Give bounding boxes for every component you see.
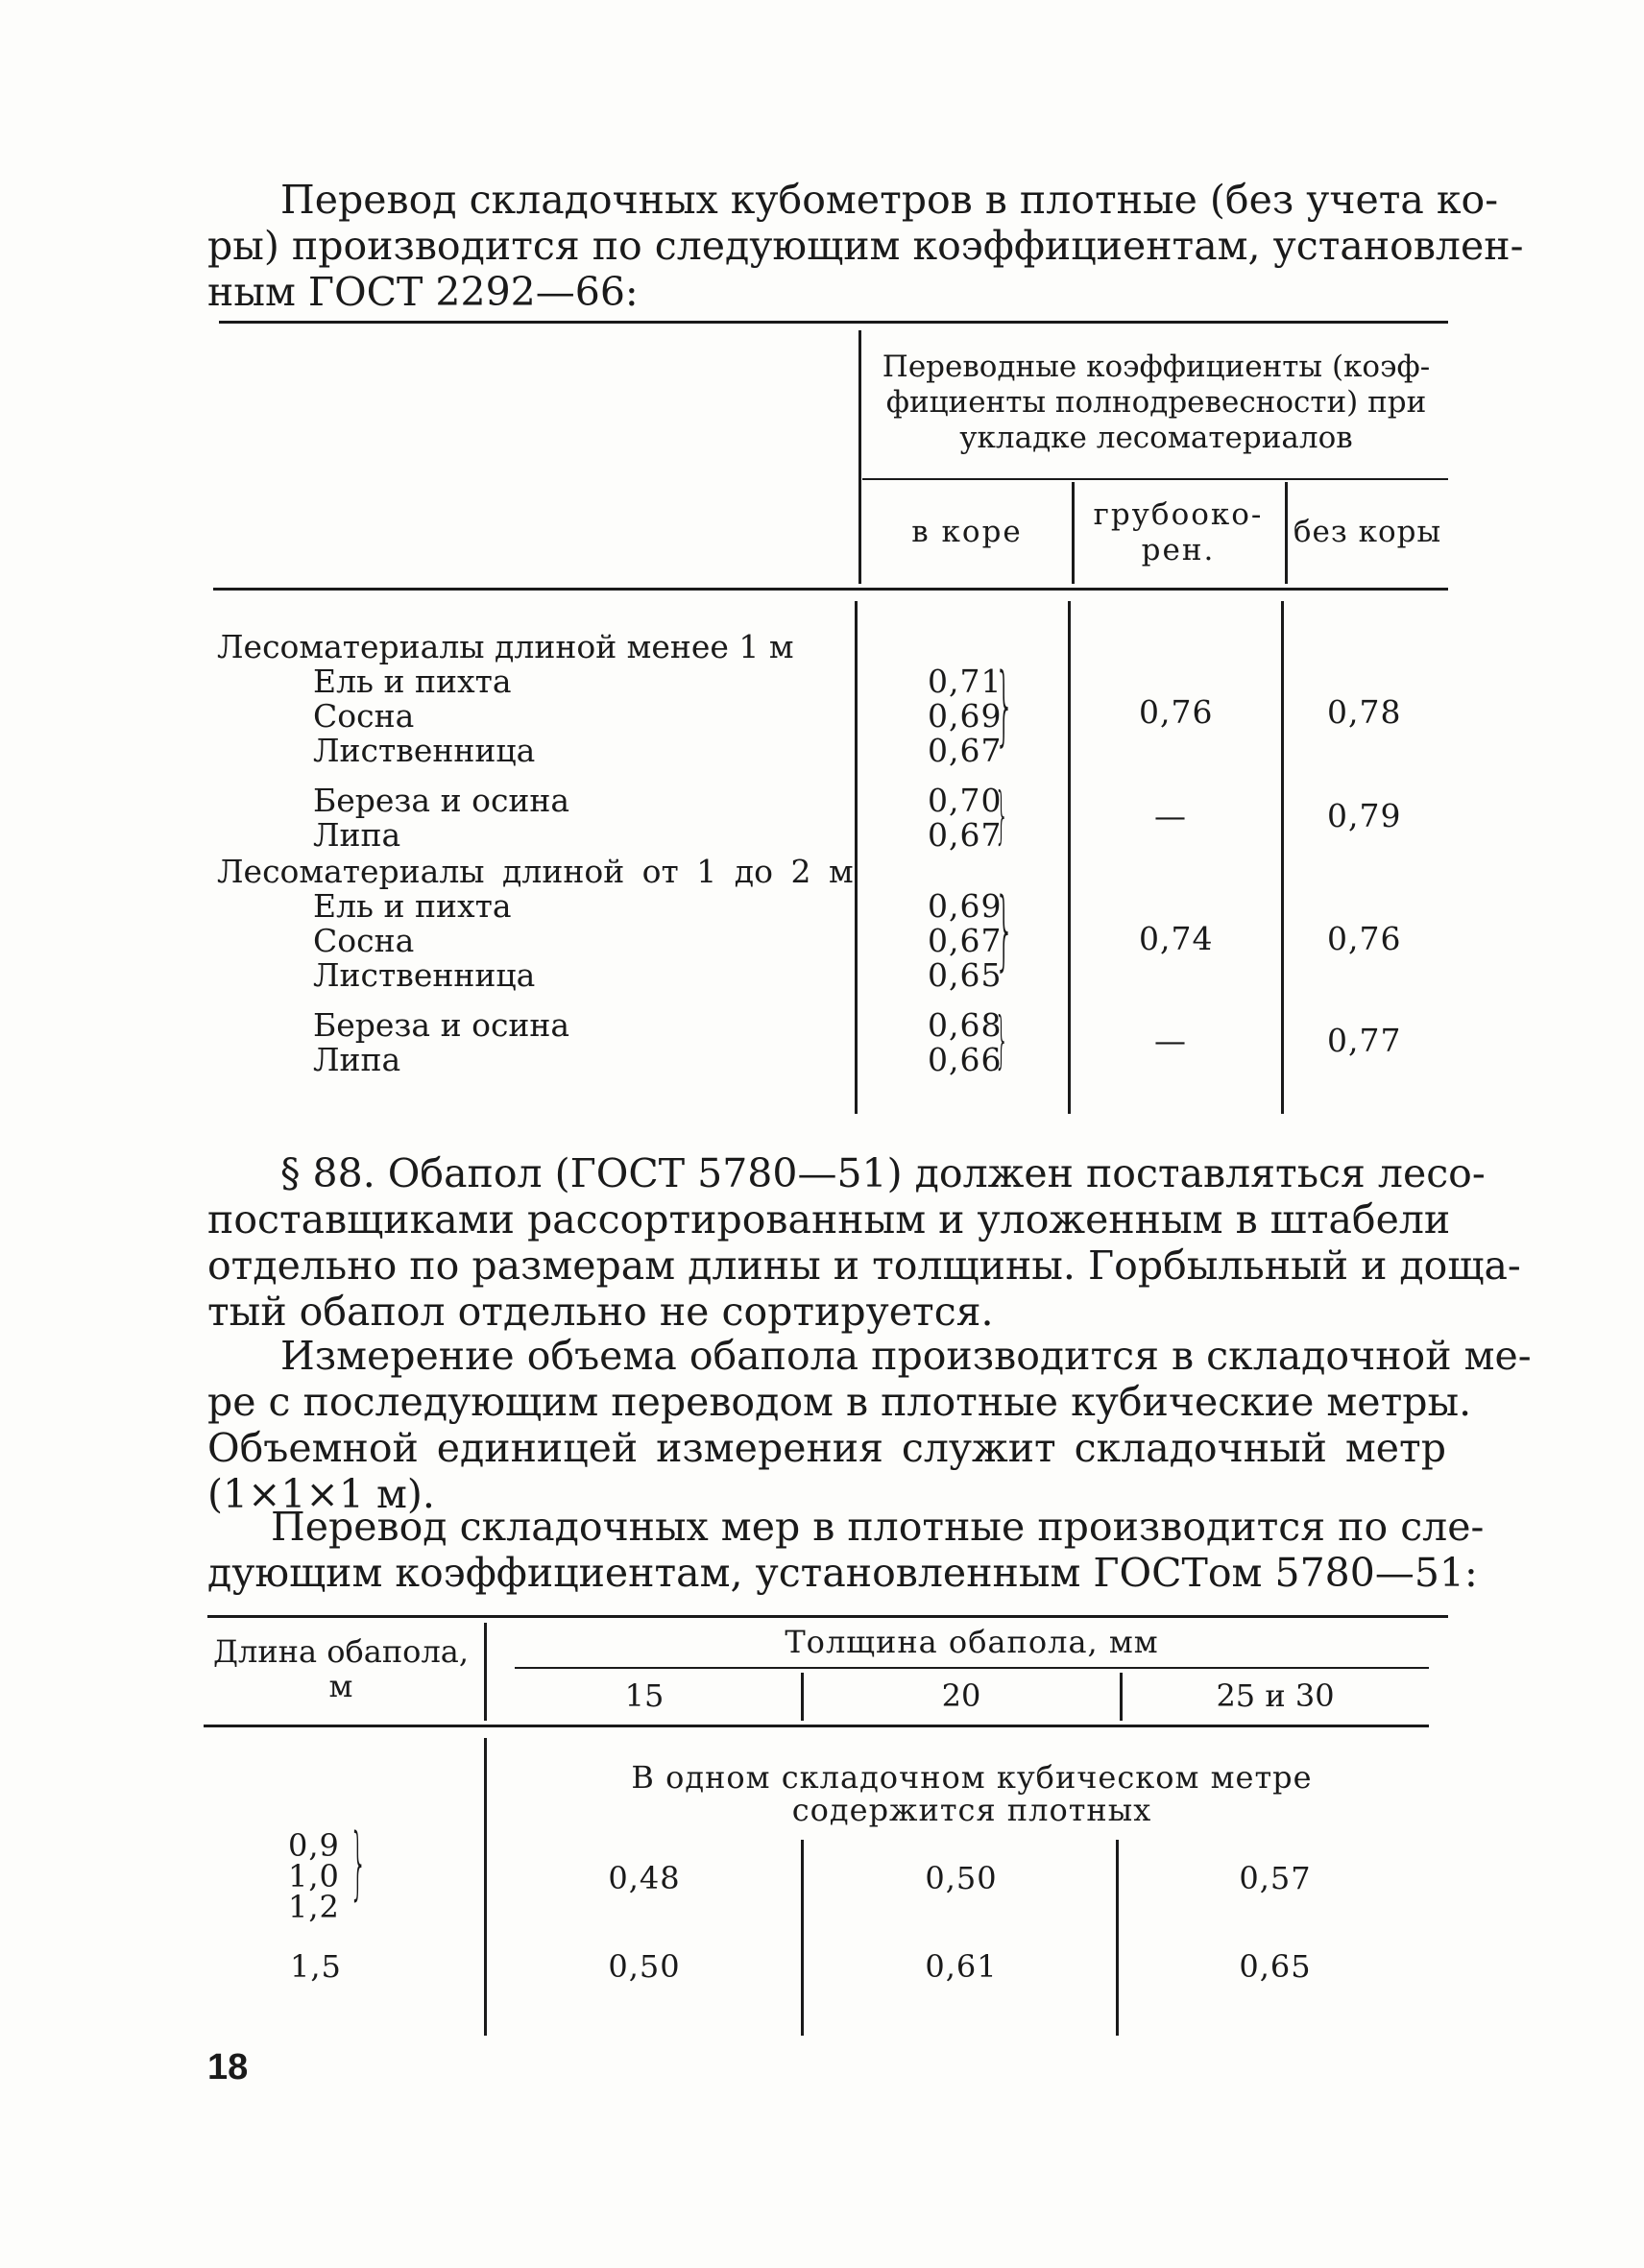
brace-icon: } — [995, 655, 1015, 756]
section-88-line: поставщиками рассортированным и уложенным в штабели — [207, 1196, 1451, 1243]
table-cell: 0,61 — [925, 1948, 998, 1985]
brace-icon: } — [995, 781, 1009, 852]
rough-value: — — [1154, 797, 1187, 834]
table-rule — [862, 478, 1448, 480]
intro-line: Перевод складочных кубометров в плотные (без учета ко- — [280, 177, 1499, 223]
intro-paragraph — [207, 177, 1524, 315]
column-header-rough: грубооко- рен. — [1093, 497, 1264, 567]
measurement-line: (1×1×1 м). — [207, 1471, 435, 1517]
bark-values: 0,68 0,66 — [928, 1006, 1003, 1078]
species-list: Ель и пихта Сосна Лиственница — [313, 887, 536, 994]
page-number: 18 — [207, 2047, 249, 2087]
rough-value: — — [1154, 1022, 1187, 1059]
table-cell: 0,57 — [1239, 1860, 1312, 1896]
species-list: Береза и осина Липа — [313, 782, 570, 854]
brace-icon: } — [995, 1005, 1009, 1076]
table-cell: 0,50 — [608, 1948, 681, 1985]
nobark-value: 0,79 — [1327, 797, 1402, 834]
table-rule — [219, 321, 1448, 324]
brace-icon: } — [350, 1818, 368, 1909]
bark-values: 0,70 0,67 — [928, 782, 1003, 854]
table-divider — [1068, 601, 1071, 1114]
length-values: 0,9 1,0 1,2 — [288, 1827, 340, 1925]
rough-value: 0,76 — [1139, 693, 1214, 731]
table-cell: 0,65 — [1239, 1948, 1312, 1985]
table-rule — [204, 1725, 1429, 1727]
measurement-line: ре с последующим переводом в плотные кубические метры. — [207, 1379, 1472, 1425]
section-88-line: отдельно по размерам длины и толщины. Горбыльный и доща- — [207, 1243, 1521, 1289]
brace-icon: } — [995, 880, 1015, 980]
rough-value: 0,74 — [1139, 920, 1214, 957]
table-subheader: В одном складочном кубическом метре содержится плотных — [631, 1759, 1313, 1828]
group-title: Лесоматериалы длиной от 1 до 2 м — [217, 853, 854, 890]
conversion-paragraph — [207, 1504, 1485, 1596]
section-88-line: тый обапол отдельно не сортируется. — [207, 1289, 994, 1335]
conversion-line: дующим коэффициентам, установленным ГОСТом 5780—51: — [207, 1550, 1478, 1596]
column-header-bark: в коре — [911, 515, 1023, 549]
bark-values: 0,69 0,67 0,65 — [928, 887, 1003, 994]
table-cell: 0,50 — [925, 1860, 998, 1896]
column-header-length: Длина обапола, м — [212, 1633, 470, 1704]
column-header-nobark: без коры — [1293, 515, 1442, 549]
section-88-line: § 88. Обапол (ГОСТ 5780—51) должен поставляться лесо- — [280, 1150, 1486, 1196]
table-divider — [1281, 601, 1284, 1114]
table-cell: 0,48 — [608, 1860, 681, 1896]
length-values: 1,5 — [290, 1948, 342, 1985]
conversion-line: Перевод складочных мер в плотные производится по сле- — [271, 1504, 1485, 1550]
intro-line: ры) производится по следующим коэффициентам, установлен- — [207, 223, 1524, 269]
measurement-line: Измерение объема обапола производится в складочной ме- — [280, 1333, 1532, 1379]
section-88-paragraph — [207, 1150, 1521, 1335]
thickness-col-15: 15 — [624, 1677, 665, 1714]
table-divider — [858, 330, 861, 584]
bark-values: 0,71 0,69 0,67 — [928, 663, 1003, 769]
thickness-header: Толщина обапола, мм — [785, 1624, 1159, 1660]
measurement-line: Объемной единицей измерения служит складочный метр — [207, 1425, 1446, 1471]
table-divider — [1072, 482, 1075, 584]
nobark-value: 0,77 — [1327, 1022, 1402, 1059]
table-divider — [855, 601, 858, 1114]
table-rule — [515, 1667, 1429, 1669]
nobark-value: 0,76 — [1327, 920, 1402, 957]
intro-line: ным ГОСТ 2292—66: — [207, 269, 639, 315]
measurement-paragraph — [207, 1333, 1532, 1517]
thickness-col-25-30: 25 и 30 — [1216, 1677, 1335, 1714]
group-title: Лесоматериалы длиной менее 1 м — [217, 628, 794, 665]
table-rule — [213, 588, 1448, 591]
table-header-main: Переводные коэффициенты (коэф- фициенты полнодревесности) при укладке лесоматериалов — [882, 350, 1431, 455]
table-rule — [207, 1615, 1448, 1618]
species-list: Ель и пихта Сосна Лиственница — [313, 663, 536, 769]
nobark-value: 0,78 — [1327, 693, 1402, 731]
species-list: Береза и осина Липа — [313, 1006, 570, 1078]
thickness-col-20: 20 — [941, 1677, 981, 1714]
